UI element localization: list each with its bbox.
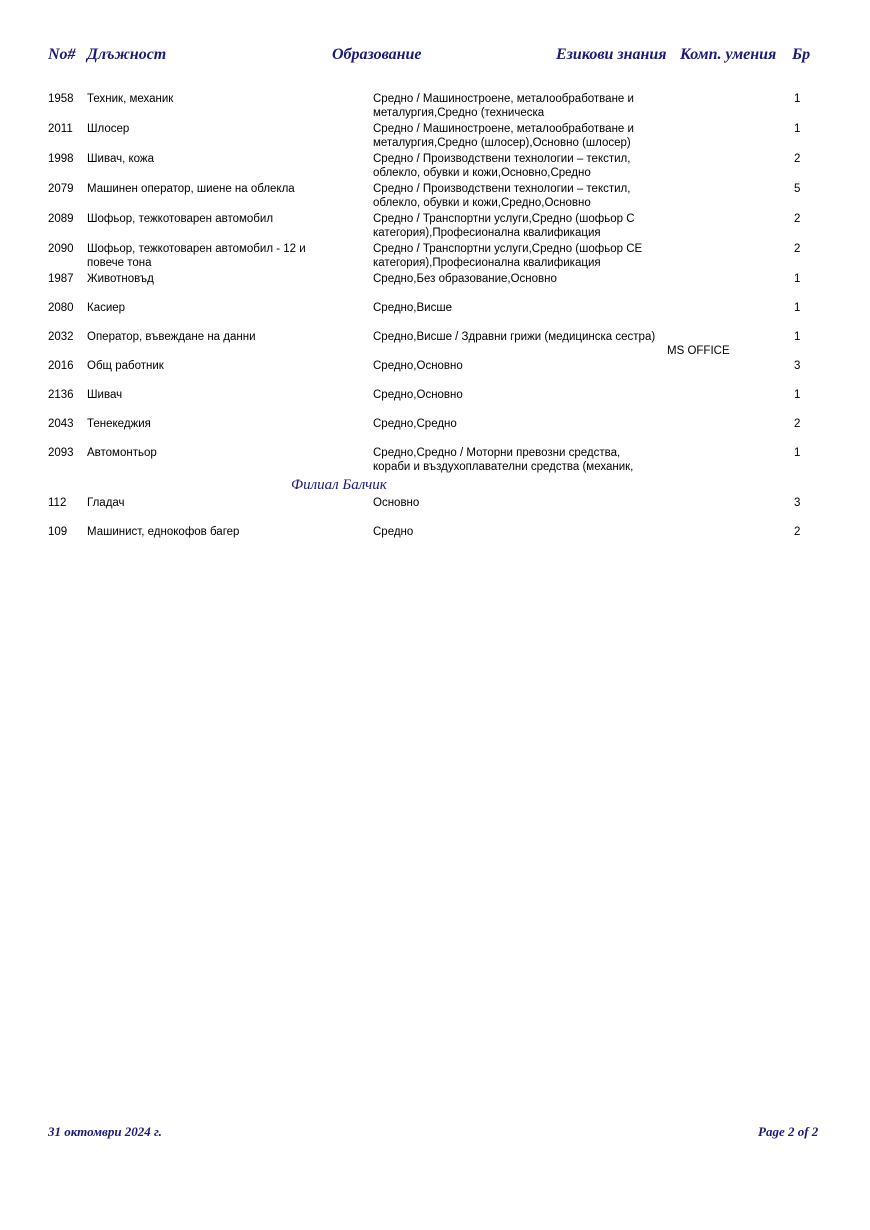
row-position: Животновъд	[87, 273, 154, 285]
row-count: 2	[794, 243, 801, 255]
row-education: Средно / Производствени технологии – текстил, облекло, обувки и кожи,Основно,Средно	[373, 153, 631, 179]
row-number: 2079	[48, 183, 74, 195]
row-education: Средно,Основно	[373, 389, 463, 401]
row-count: 1	[794, 331, 801, 343]
row-count: 3	[794, 360, 801, 372]
row-number: 2136	[48, 389, 74, 401]
header-education: Образование	[332, 46, 422, 63]
row-education: Средно / Машиностроене, металообработване и металургия,Средно (техническа	[373, 93, 634, 119]
row-position: Оператор, въвеждане на данни	[87, 331, 256, 343]
row-count: 2	[794, 213, 801, 225]
branch-title: Филиал Балчик	[291, 477, 387, 493]
header-languages: Езикови знания	[556, 46, 667, 63]
row-number: 112	[48, 497, 67, 509]
row-position: Шофьор, тежкотоварен автомобил - 12 и повече тона	[87, 243, 306, 269]
footer-page-number: Page 2 of 2	[758, 1124, 819, 1139]
row-computer-skills: MS OFFICE	[667, 345, 730, 357]
row-count: 2	[794, 153, 801, 165]
row-count: 5	[794, 183, 801, 195]
row-number: 2090	[48, 243, 74, 255]
row-number: 2011	[48, 123, 73, 135]
row-position: Шивач	[87, 389, 123, 401]
row-number: 1987	[48, 273, 74, 285]
header-computer-skills: Комп. умения	[680, 46, 777, 63]
row-count: 3	[794, 497, 801, 509]
row-education: Средно / Производствени технологии – текстил, облекло, обувки и кожи,Средно,Основно	[373, 183, 631, 209]
header-position: Длъжност	[87, 46, 167, 63]
row-count: 1	[794, 93, 801, 105]
row-education: Средно,Висше	[373, 302, 452, 314]
row-position: Шофьор, тежкотоварен автомобил	[87, 213, 274, 225]
row-number: 1998	[48, 153, 74, 165]
row-position: Машинен оператор, шиене на облекла	[87, 183, 295, 195]
row-education: Средно / Машиностроене, металообработване и металургия,Средно (шлосер),Основно (шлосер)	[373, 123, 634, 149]
row-count: 1	[794, 273, 801, 285]
row-count: 1	[794, 447, 801, 459]
row-education: Средно,Висше / Здравни грижи (медицинска сестра)	[373, 331, 656, 343]
row-position: Машинист, еднокофов багер	[87, 526, 240, 538]
row-position: Техник, механик	[87, 93, 174, 105]
row-number: 2093	[48, 447, 74, 459]
row-number: 1958	[48, 93, 74, 105]
row-education: Средно / Транспортни услуги,Средно (шофьор CE категория),Професионална квалификация	[373, 243, 643, 269]
row-position: Автомонтьор	[87, 447, 157, 459]
row-position: Шлосер	[87, 123, 130, 135]
row-education: Средно,Средно	[373, 418, 457, 430]
row-position: Касиер	[87, 302, 126, 314]
row-position: Шивач, кожа	[87, 153, 154, 165]
row-number: 2032	[48, 331, 74, 343]
row-position: Тенекеджия	[87, 418, 151, 430]
row-number: 2080	[48, 302, 74, 314]
row-education: Средно	[373, 526, 414, 538]
row-education: Основно	[373, 497, 420, 509]
row-count: 1	[794, 123, 801, 135]
row-education: Средно / Транспортни услуги,Средно (шофьор С категория),Професионална квалификация	[373, 213, 635, 239]
row-education: Средно,Без образование,Основно	[373, 273, 557, 285]
row-number: 2016	[48, 360, 74, 372]
row-position: Общ работник	[87, 360, 164, 372]
row-position: Гладач	[87, 497, 125, 509]
row-count: 1	[794, 389, 801, 401]
row-education: Средно,Средно / Моторни превозни средства, кораби и въздухоплавателни средства (механик,	[373, 447, 634, 473]
row-count: 2	[794, 418, 801, 430]
row-count: 2	[794, 526, 801, 538]
row-number: 2089	[48, 213, 74, 225]
header-no: No#	[48, 46, 76, 63]
row-number: 2043	[48, 418, 74, 430]
row-number: 109	[48, 526, 68, 538]
footer-date: 31 октомври 2024 г.	[48, 1124, 162, 1139]
row-count: 1	[794, 302, 801, 314]
row-education: Средно,Основно	[373, 360, 463, 372]
header-count: Бр	[792, 46, 811, 63]
